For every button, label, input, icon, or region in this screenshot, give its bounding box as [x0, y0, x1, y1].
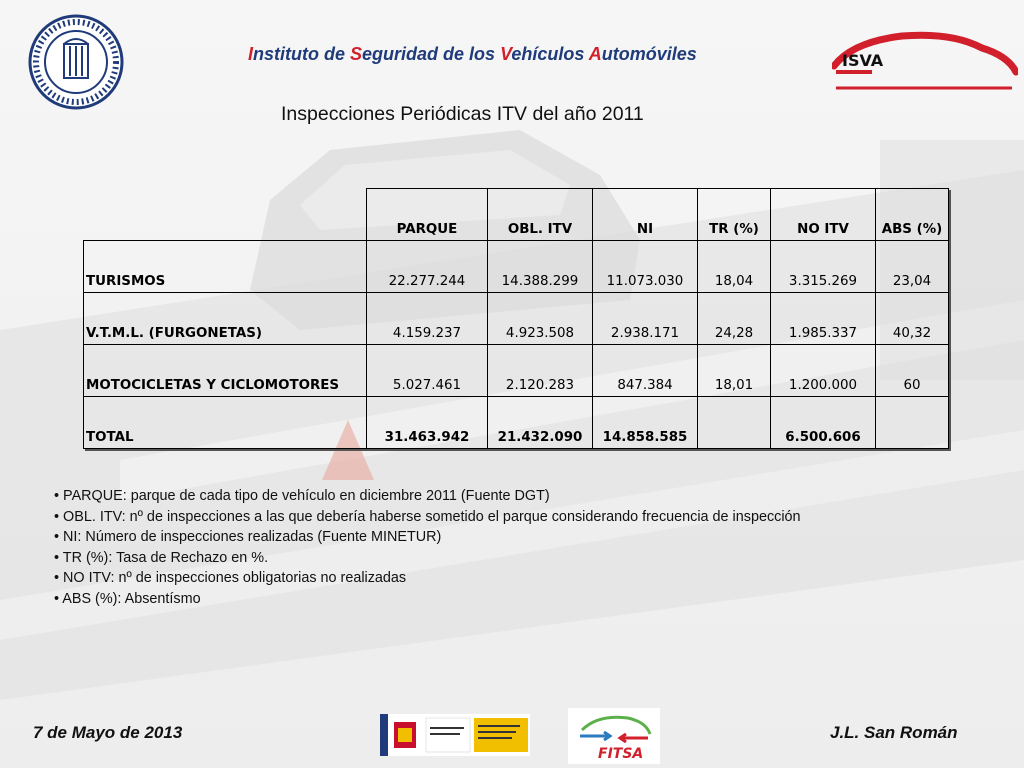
- table-cell: 40,32: [876, 293, 949, 345]
- fitsa-logo-text: FITSA: [598, 746, 644, 762]
- note-item: • ABS (%): Absentísmo: [54, 590, 201, 607]
- gobierno-espana-ministerio-logo: [380, 714, 530, 756]
- note-item: • PARQUE: parque de cada tipo de vehículo en diciembre 2011 (Fuente DGT): [54, 488, 550, 504]
- column-header-no-itv: NO ITV: [771, 189, 876, 241]
- table-row: [84, 241, 949, 293]
- table-row-total: [84, 397, 949, 449]
- column-header-obl-itv: OBL. ITV: [488, 189, 593, 241]
- table-header-row: [84, 189, 949, 241]
- note-item: • NI: Número de inspecciones realizadas (Fuente MINETUR): [54, 529, 442, 546]
- column-header-ni: NI: [593, 189, 698, 241]
- column-header-parque: PARQUE: [367, 189, 488, 241]
- table-cell: 6.500.606: [771, 397, 876, 449]
- table-corner-cell: [84, 189, 367, 241]
- note-item: • OBL. ITV: nº de inspecciones a las que debería haberse sometido el parque considerando frecuencia de inspección: [54, 508, 801, 525]
- institute-title-rest-1: nstituto de: [253, 44, 351, 64]
- institute-title-cap-3: V: [500, 44, 512, 64]
- table-cell: 31.463.942: [367, 397, 488, 449]
- table-cell: 1.985.337: [771, 293, 876, 345]
- institute-title: [248, 44, 697, 65]
- note-item: • NO ITV: nº de inspecciones obligatorias no realizadas: [54, 570, 407, 587]
- column-header-tr: TR (%): [698, 189, 771, 241]
- table-cell: 21.432.090: [488, 397, 593, 449]
- table-cell: [876, 397, 949, 449]
- table-cell: 14.858.585: [593, 397, 698, 449]
- table-cell: 2.120.283: [488, 345, 593, 397]
- table-cell: 11.073.030: [593, 241, 698, 293]
- note-item: • TR (%): Tasa de Rechazo en %.: [54, 549, 269, 566]
- itv-inspections-table: [83, 188, 949, 449]
- table-cell: 2.938.171: [593, 293, 698, 345]
- table-cell: 22.277.244: [367, 241, 488, 293]
- institute-title-rest-4: utomóviles: [601, 44, 697, 64]
- institute-title-cap-2: S: [350, 44, 363, 64]
- table-row: [84, 293, 949, 345]
- row-label: TOTAL: [84, 397, 367, 449]
- table-cell: 1.200.000: [771, 345, 876, 397]
- table-cell: 18,04: [698, 241, 771, 293]
- institute-title-rest-3: ehículos: [511, 44, 589, 64]
- table-cell: 23,04: [876, 241, 949, 293]
- table-cell: 4.923.508: [488, 293, 593, 345]
- column-header-abs: ABS (%): [876, 189, 949, 241]
- table-cell: 14.388.299: [488, 241, 593, 293]
- isva-logo: [832, 26, 1018, 92]
- table-cell: 847.384: [593, 345, 698, 397]
- table-cell: [698, 397, 771, 449]
- institute-title-cap-1: I: [248, 44, 254, 64]
- footer-author: J.L. San Román: [830, 723, 958, 742]
- row-label: V.T.M.L. (FURGONETAS): [84, 293, 367, 345]
- definitions-notes: [54, 486, 801, 610]
- institute-title-cap-4: A: [588, 44, 602, 64]
- table-cell: 24,28: [698, 293, 771, 345]
- row-label: MOTOCICLETAS Y CICLOMOTORES: [84, 345, 367, 397]
- institute-title-rest-2: eguridad de los: [362, 44, 501, 64]
- table-cell: 3.315.269: [771, 241, 876, 293]
- table-cell: 5.027.461: [367, 345, 488, 397]
- footer-date: 7 de Mayo de 2013: [33, 723, 183, 742]
- table-cell: 60: [876, 345, 949, 397]
- table-cell: 18,01: [698, 345, 771, 397]
- fitsa-logo: [568, 708, 660, 764]
- uc3m-university-seal: [28, 14, 124, 110]
- table-row: [84, 345, 949, 397]
- row-label: TURISMOS: [84, 241, 367, 293]
- slide-title: Inspecciones Periódicas ITV del año 2011: [281, 103, 644, 125]
- isva-logo-text: ISVA: [842, 51, 884, 70]
- table-cell: 4.159.237: [367, 293, 488, 345]
